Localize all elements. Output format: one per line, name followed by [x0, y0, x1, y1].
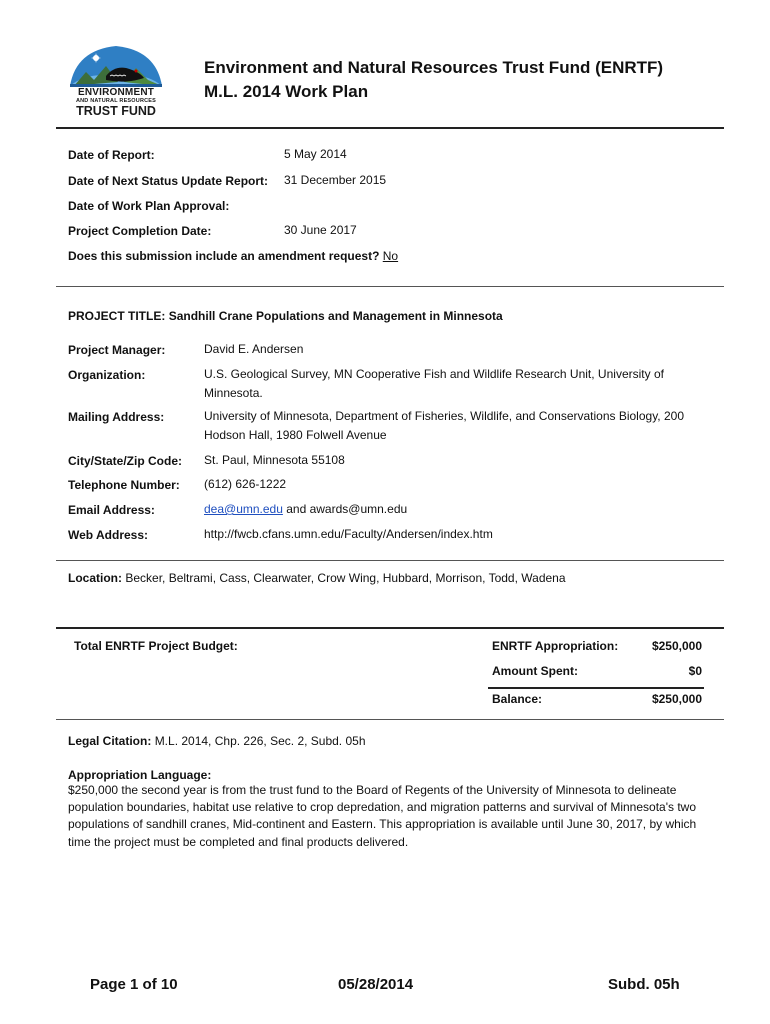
legal-citation-line [68, 733, 366, 749]
city-label: City/State/Zip Code: [68, 454, 183, 468]
approval-label: Date of Work Plan Approval: [68, 199, 230, 213]
next-status-value: 31 December 2015 [284, 173, 387, 187]
email-label: Email Address: [68, 503, 155, 517]
appropriation-value: $250,000 [651, 639, 702, 653]
next-status-label: Date of Next Status Update Report: [68, 174, 269, 188]
date-of-report-value: 5 May 2014 [284, 147, 347, 161]
legal-citation-value: M.L. 2014, Chp. 226, Sec. 2, Subd. 05h [154, 734, 366, 748]
budget-divider [56, 627, 724, 629]
section-divider-1 [56, 286, 724, 287]
balance-rule [488, 687, 704, 689]
logo-wordmark [66, 88, 166, 117]
appropriation-language-text: $250,000 the second year is from the trust fund to the Board of Regents of the University of Minnesota to delineate population boundaries, habitat use relative to crop depredation, and migration patterns and survival of Minnesota's two populations of sandhill cranes, Mid-continent and Eastern. This appropriation is available until June 30, 2017, by which time the project must be completed and final products delivered. [68, 783, 697, 849]
title-line1: Environment and Natural Resources Trust Fund (ENRTF) [204, 58, 664, 77]
email-value [204, 500, 407, 519]
balance-label: Balance: [492, 692, 543, 706]
email-link[interactable]: dea@umn.edu [204, 502, 283, 516]
web-label: Web Address: [68, 528, 149, 542]
phone-value: (612) 626-1222 [204, 477, 287, 491]
mailing-value: University of Minnesota, Department of Fisheries, Wildlife, and Conservations Biology, 200 Hodson Hall, 1980 Folwell Avenue [204, 409, 684, 442]
location-line [68, 570, 566, 586]
appropriation-label: ENRTF Appropriation: [492, 639, 619, 653]
completion-value: 30 June 2017 [284, 223, 357, 237]
completion-label: Project Completion Date: [68, 224, 212, 238]
logo-line1: ENVIRONMENT [77, 87, 155, 98]
location-label: Location: [68, 571, 122, 585]
title-line2: M.L. 2014 Work Plan [204, 82, 369, 101]
footer-date: 05/28/2014 [338, 976, 414, 993]
section-divider-3 [56, 719, 724, 720]
manager-value: David E. Andersen [204, 342, 304, 356]
project-title-value: Sandhill Crane Populations and Management in Minnesota [168, 309, 503, 323]
phone-label: Telephone Number: [68, 478, 180, 492]
legal-citation-label: Legal Citation: [68, 734, 152, 748]
manager-label: Project Manager: [68, 343, 166, 357]
date-of-report-label: Date of Report: [68, 148, 155, 162]
amendment-question [68, 248, 398, 264]
email-secondary: and awards@umn.edu [282, 502, 408, 516]
balance-value: $250,000 [651, 692, 702, 706]
project-title-line [68, 308, 503, 324]
page-title [204, 56, 663, 104]
project-title-label: PROJECT TITLE: [68, 309, 166, 323]
mailing-label: Mailing Address: [68, 410, 165, 424]
logo-line2: AND NATURAL RESOURCES [75, 98, 157, 104]
location-value: Becker, Beltrami, Cass, Clearwater, Crow Wing, Hubbard, Morrison, Todd, Wadena [125, 571, 566, 585]
section-divider-2 [56, 560, 724, 561]
amendment-label: Does this submission include an amendment request? [68, 249, 380, 263]
header-divider [56, 127, 724, 129]
footer-subdivision: Subd. 05h [608, 976, 680, 993]
organization-label: Organization: [68, 368, 146, 382]
spent-label: Amount Spent: [492, 664, 578, 678]
city-value: St. Paul, Minnesota 55108 [204, 453, 345, 467]
web-value: http://fwcb.cfans.umn.edu/Faculty/Andersen/index.htm [204, 527, 493, 541]
logo-line3: TRUST FUND [76, 104, 156, 118]
total-budget-label: Total ENRTF Project Budget: [74, 639, 238, 653]
amendment-answer: No [382, 249, 399, 263]
spent-value: $0 [688, 664, 702, 678]
organization-value: U.S. Geological Survey, MN Cooperative Fish and Wildlife Research Unit, University of Minnesota. [204, 367, 664, 400]
footer-page-number: Page 1 of 10 [90, 976, 178, 993]
appropriation-language-label: Appropriation Language: [68, 768, 212, 782]
